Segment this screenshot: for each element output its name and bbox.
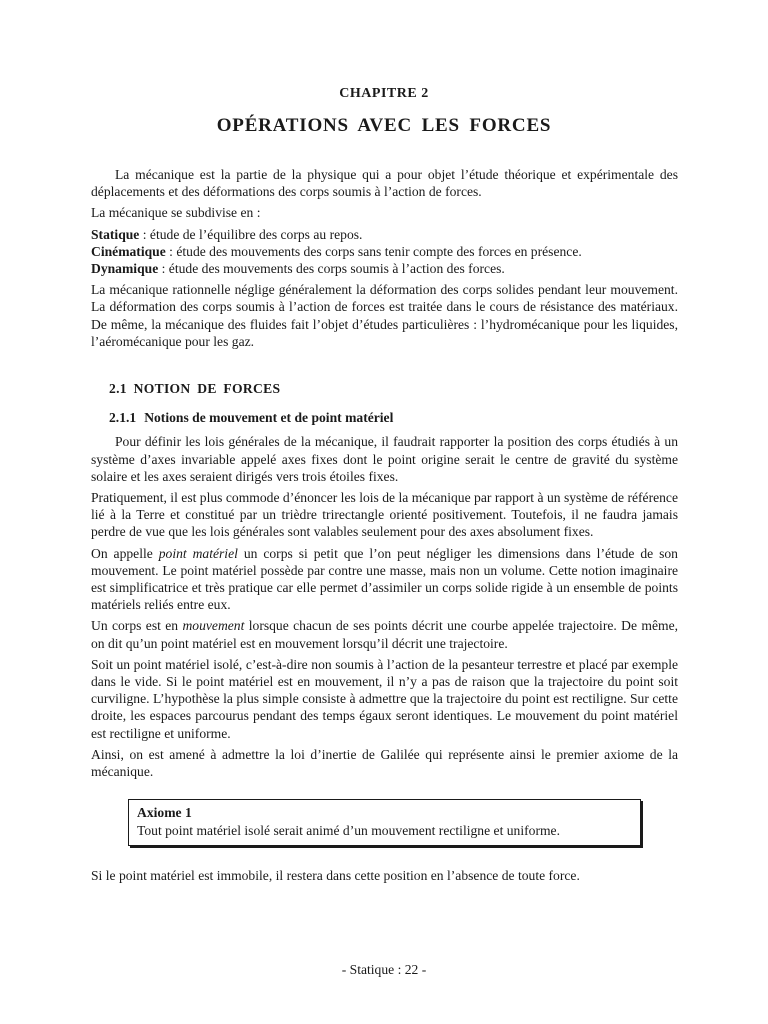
document-body	[91, 166, 678, 888]
subdivision-intro: La mécanique se subdivise en :	[91, 205, 261, 221]
definition-dynamique	[91, 260, 678, 277]
definition-term: Statique	[91, 226, 140, 242]
axiom-text: Tout point matériel isolé serait animé d’un mouvement rectiligne et uniforme.	[137, 822, 560, 838]
subsection-heading	[109, 409, 678, 426]
chapter-title: OPÉRATIONS AVEC LES FORCES	[216, 115, 552, 136]
body-paragraph	[91, 545, 678, 614]
subsection-title: Notions de mouvement et de point matériel	[144, 410, 394, 426]
chapter-label: CHAPITRE 2	[339, 86, 429, 101]
body-paragraph: Pratiquement, il est plus commode d’énoncer les lois de la mécanique par rapport à un système de référence lié à la Terre et constitué par un trièdre trirectangle orienté positivement. Toutefois, il ne faudra jamais perdre de vue que les lois générales sont valables seulement pour des axes absolument fixes.	[91, 490, 678, 540]
intro-paragraph: La mécanique est la partie de la physique qui a pour objet l’étude théorique et expérimentale des déplacements et des déformations des corps soumis à l’action de forces.	[91, 167, 678, 200]
text-span: lorsque chacun de ses points décrit une courbe appelée trajectoire. De même, on dit qu’un point matériel est en mouvement lorsqu’il décrit une trajectoire.	[91, 618, 678, 651]
definition-term: Cinématique	[91, 243, 166, 259]
emphasis-term: point matériel	[158, 545, 238, 561]
axiom-title: Axiome 1	[137, 805, 192, 821]
definition-term: Dynamique	[91, 261, 159, 277]
text-span: un corps si petit que l’on peut négliger les dimensions dans l’étude de son mouvement. Le point matériel possède par contre une masse, mais non un volume. Cette notion imaginaire est simplificatrice et très pratique car elle permet d’assimiler un corps solide rigide à un ensemble de points matériels reliés entre eux.	[91, 545, 678, 613]
definition-text: : étude de l’équilibre des corps au repos.	[139, 226, 363, 242]
axiom-box	[128, 799, 641, 845]
text-span: Un corps est en	[91, 618, 183, 634]
body-paragraph: Soit un point matériel isolé, c’est-à-dire non soumis à l’action de la pesanteur terrestre et placé par exemple dans le vide. Si le point matériel est en mouvement, il n’y a pas de raison que la trajectoire du point soit curviligne. L’hypothèse la plus simple consiste à admettre que la trajectoire du point est rectiligne. Sur cette droite, les espaces parcourus pendant des temps égaux seront identiques. Le mouvement du point matériel est rectiligne et uniforme.	[91, 656, 678, 741]
emphasis-term: mouvement	[182, 618, 245, 634]
mechanics-paragraph: La mécanique rationnelle néglige généralement la déformation des corps solides pendant leur mouvement. La déformation des corps soumis à l’action de forces est traitée dans le cours de résistance des matériaux. De même, la mécanique des fluides fait l’objet d’études particulières : l’hydromécanique pour les liquides, l’aéromécanique pour les gaz.	[91, 282, 678, 349]
body-paragraph: Si le point matériel est immobile, il restera dans cette position en l’absence de toute force.	[91, 867, 580, 883]
text-span: On appelle	[91, 545, 159, 561]
section-heading: 2.1 NOTION DE FORCES	[109, 381, 281, 397]
definition-text: : étude des mouvements des corps sans tenir compte des forces en présence.	[165, 243, 582, 259]
page-footer: - Statique : 22 -	[341, 962, 427, 977]
definition-cinematique	[91, 243, 678, 260]
subsection-number: 2.1.1	[109, 410, 137, 426]
definition-statique	[91, 226, 678, 243]
definition-list	[91, 226, 678, 278]
definition-text: : étude des mouvements des corps soumis à l’action des forces.	[158, 261, 505, 277]
body-paragraph	[91, 617, 678, 651]
body-paragraph: Ainsi, on est amené à admettre la loi d’inertie de Galilée qui représente ainsi le premier axiome de la mécanique.	[91, 746, 678, 780]
body-paragraph: Pour définir les lois générales de la mécanique, il faudrait rapporter la position des corps étudiés à un système d’axes invariable appelé axes fixes dont le point origine serait le centre de gravité du système solaire et les axes seraient dirigés vers trois étoiles fixes.	[91, 434, 678, 484]
